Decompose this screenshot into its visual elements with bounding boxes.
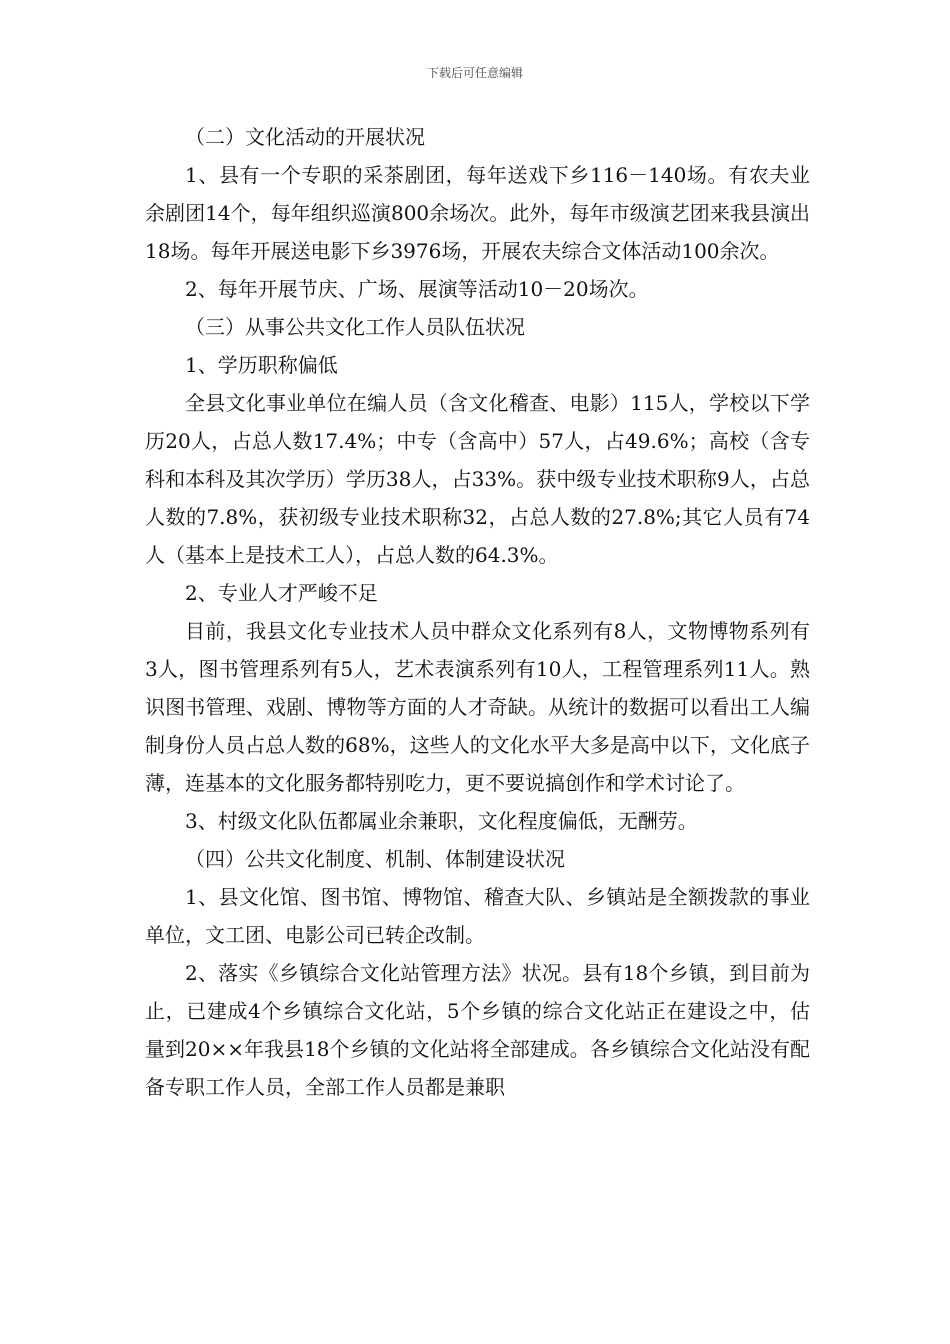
paragraph-township-stations: 2、落实《乡镇综合文化站管理方法》状况。县有18个乡镇，到目前为止，已建成4个乡镇综合文化站，5个乡镇的综合文化站正在建设之中，估量到20××年我县18个乡镇的文化站将全部建成。各乡镇综合文化站没有配备专职工作人员，全部工作人员都是兼职 [145, 961, 810, 1099]
section-heading-system: （四）公共文化制度、机制、体制建设状况 [185, 847, 565, 871]
paragraph-festivals: 2、每年开展节庆、广场、展演等活动10－20场次。 [185, 277, 649, 301]
subheading-education: 1、学历职称偏低 [185, 353, 338, 377]
document-body [145, 118, 810, 1106]
paragraph-village-teams: 3、村级文化队伍都属业余兼职，文化程度偏低，无酬劳。 [185, 809, 698, 833]
paragraph-talent-stats: 目前，我县文化专业技术人员中群众文化系列有8人，文物博物系列有3人，图书管理系列有5人，艺术表演系列有10人，工程管理系列11人。熟识图书管理、戏剧、博物等方面的人才奇缺。从统计的数据可以看出工人编制身份人员占总人数的68%，这些人的文化水平大多是高中以下，文化底子薄，连基本的文化服务都特别吃力，更不要说搞创作和学术讨论了。 [145, 619, 810, 795]
subheading-talent-shortage: 2、专业人才严峻不足 [185, 581, 378, 605]
paragraph-education-stats: 全县文化事业单位在编人员（含文化稽查、电影）115人，学校以下学历20人，占总人数17.4%；中专（含高中）57人，占49.6%；高校（含专科和本科及其次学历）学历38人，占33%。获中级专业技术职称9人，占总人数的7.8%，获初级专业技术职称32，占总人数的27.8%;其它人员有74人（基本上是技术工人），占总人数的64.3%。 [145, 391, 810, 567]
section-heading-activities: （二）文化活动的开展状况 [185, 125, 425, 149]
paragraph-funding: 1、县文化馆、图书馆、博物馆、稽查大队、乡镇站是全额拨款的事业单位，文工团、电影公司已转企改制。 [145, 885, 810, 947]
header-note: 下载后可任意编辑 [426, 66, 523, 80]
paragraph-troupe: 1、县有一个专职的采茶剧团，每年送戏下乡116－140场。有农夫业余剧团14个，每年组织巡演800余场次。此外，每年市级演艺团来我县演出18场。每年开展送电影下乡3976场，开展农夫综合文体活动100余次。 [145, 163, 810, 263]
section-heading-staff: （三）从事公共文化工作人员队伍状况 [185, 315, 525, 339]
